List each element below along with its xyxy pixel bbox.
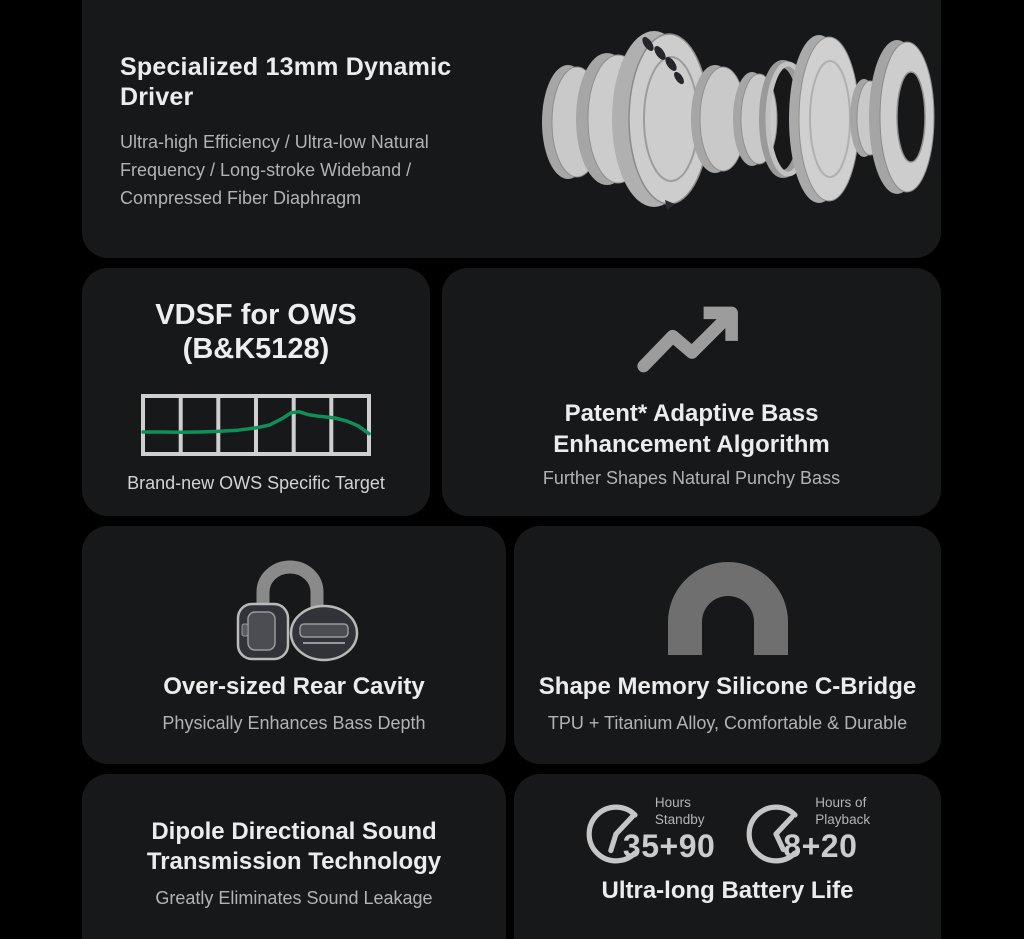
clock-icon	[585, 803, 647, 865]
card-c-bridge	[514, 526, 941, 764]
dipole-title-line1: Dipole Directional Sound	[151, 818, 437, 845]
standby-label-line1: Hours	[654, 795, 691, 810]
dipole-title	[82, 817, 506, 877]
clock-icon	[745, 803, 807, 865]
vdsf-title	[82, 298, 430, 366]
row-3	[82, 526, 941, 764]
dipole-title-line2: Transmission Technology	[146, 848, 442, 875]
card-dipole-sound	[82, 774, 506, 939]
bridge-title: Shape Memory Silicone C-Bridge	[538, 673, 917, 700]
row-4	[82, 774, 941, 939]
playback-label	[815, 794, 870, 828]
cavity-title: Over-sized Rear Cavity	[163, 673, 425, 700]
bass-title-line2: Enhancement Algorithm	[553, 431, 830, 458]
card-bass-algorithm	[442, 268, 941, 516]
standby-label	[655, 794, 715, 828]
cavity-subtitle: Physically Enhances Bass Depth	[162, 713, 426, 733]
bass-subtitle: Further Shapes Natural Punchy Bass	[542, 468, 841, 488]
driver-subtitle-line: Frequency / Long-stroke Wideband /	[120, 160, 412, 180]
standby-stat	[585, 794, 715, 864]
battery-stats-row	[514, 794, 941, 864]
open-ear-earbud-cross-section-icon	[229, 552, 359, 667]
playback-label-line1: Hours of	[815, 795, 867, 810]
driver-text-block	[82, 0, 520, 258]
exploded-dynamic-driver-illustration	[519, 4, 939, 234]
target-curve-mini-chart	[141, 394, 371, 456]
c-bridge-icon-box	[514, 548, 941, 670]
c-bridge-arch-icon	[663, 562, 793, 657]
battery-title: Ultra-long Battery Life	[601, 877, 854, 904]
driver-title: Specialized 13mm Dynamic Driver	[120, 53, 452, 111]
standby-hours-value: 35+90	[622, 828, 716, 864]
playback-hours-value: 8+20	[783, 828, 858, 864]
trend-up-arrow-icon	[634, 300, 750, 378]
vdsf-title-line1: VDSF for OWS	[155, 299, 357, 331]
vdsf-title-line2: (B&K5128)	[182, 333, 330, 365]
dipole-subtitle: Greatly Eliminates Sound Leakage	[155, 888, 433, 908]
bass-title-line1: Patent* Adaptive Bass	[564, 400, 819, 427]
standby-label-line2: Standby	[654, 812, 705, 827]
card-battery-life	[514, 774, 941, 939]
card-dynamic-driver	[82, 0, 941, 258]
driver-subtitle-line: Compressed Fiber Diaphragm	[120, 188, 362, 208]
earbud-icon-box	[82, 548, 506, 670]
vdsf-caption: Brand-new OWS Specific Target	[127, 473, 385, 493]
playback-label-line2: Playback	[815, 812, 871, 827]
card-grid	[82, 0, 941, 939]
bass-title	[442, 398, 941, 460]
card-vdsf-target	[82, 268, 430, 516]
row-2	[82, 268, 941, 516]
bridge-subtitle: TPU + Titanium Alloy, Comfortable & Durable	[547, 713, 908, 733]
playback-stat	[745, 794, 870, 864]
driver-subtitle	[120, 128, 520, 212]
card-rear-cavity	[82, 526, 506, 764]
driver-subtitle-line: Ultra-high Efficiency / Ultra-low Natural	[120, 132, 429, 152]
